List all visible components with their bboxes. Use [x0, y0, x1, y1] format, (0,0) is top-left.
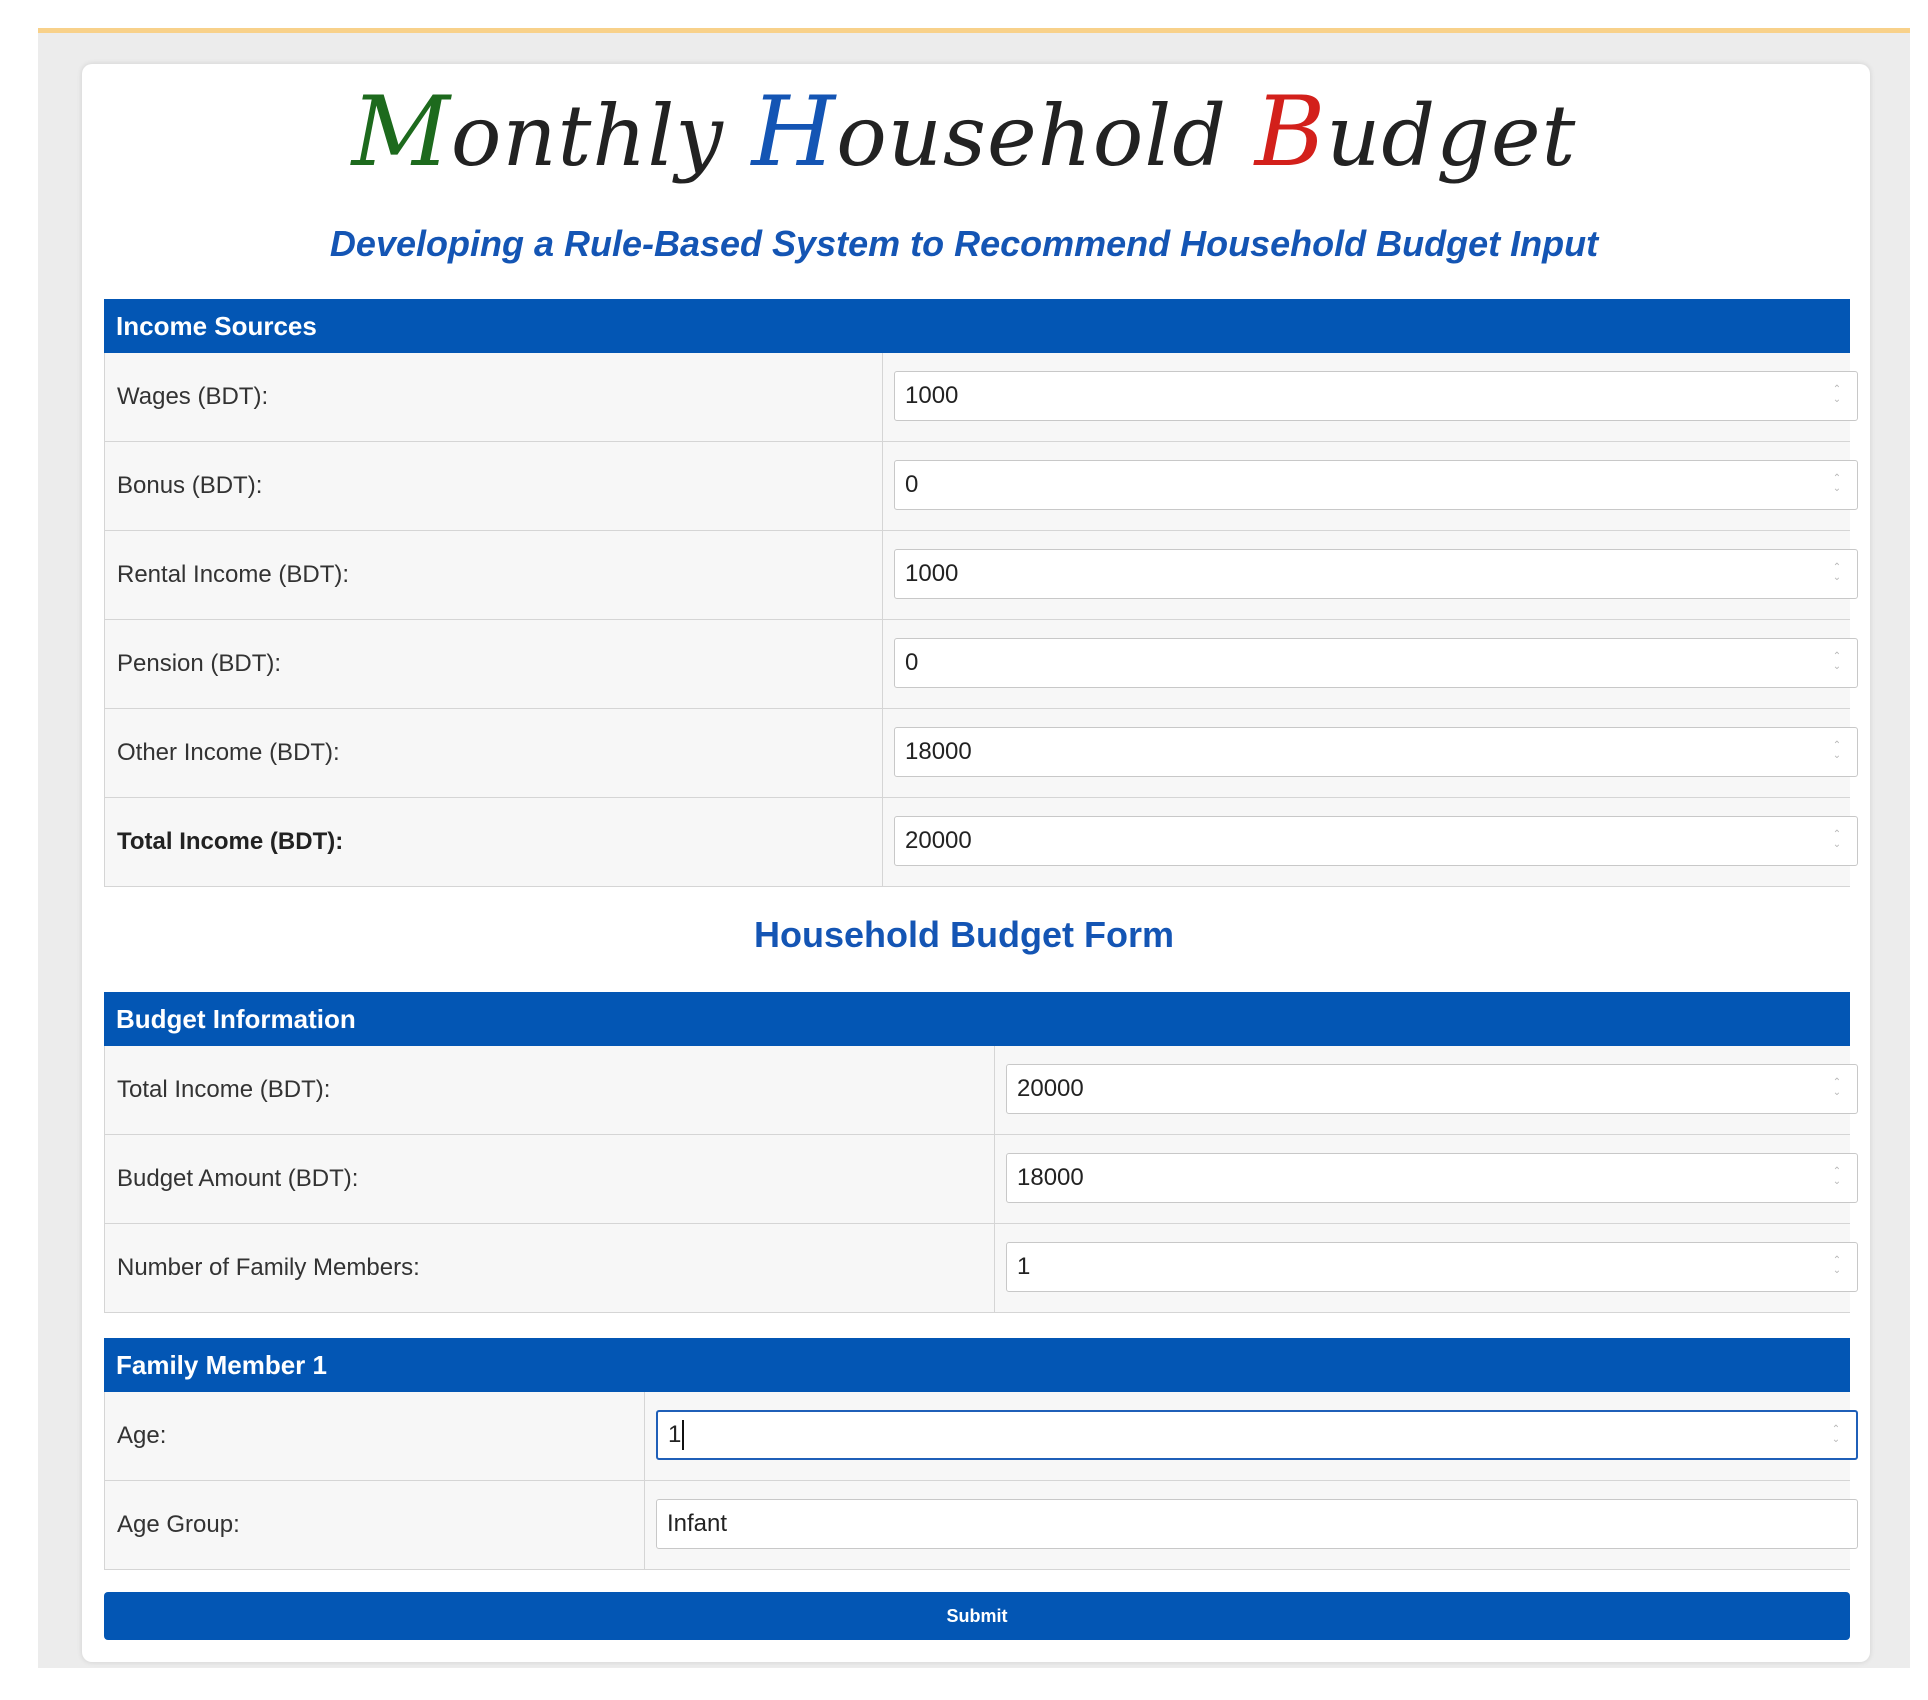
budget-total-income-input[interactable] [1006, 1064, 1858, 1114]
budget-amount-input[interactable] [1006, 1153, 1858, 1203]
income-row-other [104, 709, 1850, 798]
family-members-label: Number of Family Members: [105, 1224, 995, 1312]
budget-total-income-label: Total Income (BDT): [105, 1046, 995, 1134]
budget-row-total-income [104, 1046, 1850, 1135]
title-rest-household: ousehold [836, 87, 1255, 185]
bonus-value: 0 [905, 471, 919, 498]
number-spinner-icon[interactable]: ⌃ ⌄ [1832, 829, 1842, 850]
income-row-wages [104, 353, 1850, 442]
rental-income-value: 1000 [905, 560, 959, 587]
income-row-pension [104, 620, 1850, 709]
budget-row-amount [104, 1135, 1850, 1224]
page-title [0, 76, 1928, 188]
family-member-section [104, 1338, 1850, 1570]
number-spinner-icon[interactable]: ⌃ ⌄ [1832, 1166, 1842, 1187]
title-word-budget [1254, 76, 1577, 188]
rental-income-label: Rental Income (BDT): [105, 531, 883, 619]
other-income-input[interactable] [894, 727, 1858, 777]
budget-amount-label: Budget Amount (BDT): [105, 1135, 995, 1223]
page-subtitle: Developing a Rule-Based System to Recommend Household Budget Input [329, 223, 1599, 264]
title-word-household [751, 76, 1255, 188]
income-row-rental [104, 531, 1850, 620]
number-spinner-icon[interactable]: ⌃ ⌄ [1832, 473, 1842, 494]
number-spinner-icon[interactable]: ⌃ ⌄ [1832, 384, 1842, 405]
household-budget-form-heading: Household Budget Form [754, 914, 1174, 955]
number-spinner-icon[interactable]: ⌃ ⌄ [1832, 1077, 1842, 1098]
income-row-bonus [104, 442, 1850, 531]
title-rest-budget: udget [1326, 87, 1577, 185]
bonus-label: Bonus (BDT): [105, 442, 883, 530]
pension-value: 0 [905, 649, 919, 676]
title-rest-monthly: onthly [450, 87, 752, 185]
title-cap-b: B [1254, 76, 1327, 188]
pension-input[interactable] [894, 638, 1858, 688]
age-label: Age: [105, 1392, 645, 1480]
number-spinner-icon[interactable]: ⌃ ⌄ [1832, 562, 1842, 583]
family-member-row-age-group [104, 1481, 1850, 1570]
budget-total-income-value: 20000 [1017, 1075, 1084, 1102]
other-income-value: 18000 [905, 738, 972, 765]
budget-row-family-members [104, 1224, 1850, 1313]
number-spinner-icon[interactable]: ⌃ ⌄ [1831, 1424, 1841, 1445]
number-spinner-icon[interactable]: ⌃ ⌄ [1832, 740, 1842, 761]
budget-information-header: Budget Information [104, 992, 1850, 1046]
age-group-value: Infant [667, 1510, 728, 1537]
total-income-value: 20000 [905, 827, 972, 854]
number-spinner-icon[interactable]: ⌃ ⌄ [1832, 1255, 1842, 1276]
wages-value: 1000 [905, 382, 959, 409]
income-sources-section [104, 299, 1850, 887]
wages-input[interactable] [894, 371, 1858, 421]
title-cap-m: M [351, 76, 451, 188]
age-value: 1 [668, 1421, 682, 1448]
rental-income-input[interactable] [894, 549, 1858, 599]
family-members-value: 1 [1017, 1253, 1031, 1280]
family-member-header: Family Member 1 [104, 1338, 1850, 1392]
total-income-label: Total Income (BDT): [105, 798, 883, 886]
income-row-total [104, 798, 1850, 887]
wages-label: Wages (BDT): [105, 353, 883, 441]
age-group-label: Age Group: [105, 1481, 645, 1569]
budget-information-section [104, 992, 1850, 1313]
other-income-label: Other Income (BDT): [105, 709, 883, 797]
budget-amount-value: 18000 [1017, 1164, 1084, 1191]
number-spinner-icon[interactable]: ⌃ ⌄ [1832, 651, 1842, 672]
bonus-input[interactable] [894, 460, 1858, 510]
pension-label: Pension (BDT): [105, 620, 883, 708]
title-word-monthly [351, 76, 752, 188]
text-caret [682, 1420, 684, 1450]
family-members-input[interactable] [1006, 1242, 1858, 1292]
age-group-input[interactable] [656, 1499, 1858, 1549]
age-input[interactable] [656, 1410, 1858, 1460]
income-sources-header: Income Sources [104, 299, 1850, 353]
title-cap-h: H [751, 76, 837, 188]
total-income-input[interactable] [894, 816, 1858, 866]
family-member-row-age [104, 1392, 1850, 1481]
submit-button[interactable]: Submit [104, 1592, 1850, 1640]
